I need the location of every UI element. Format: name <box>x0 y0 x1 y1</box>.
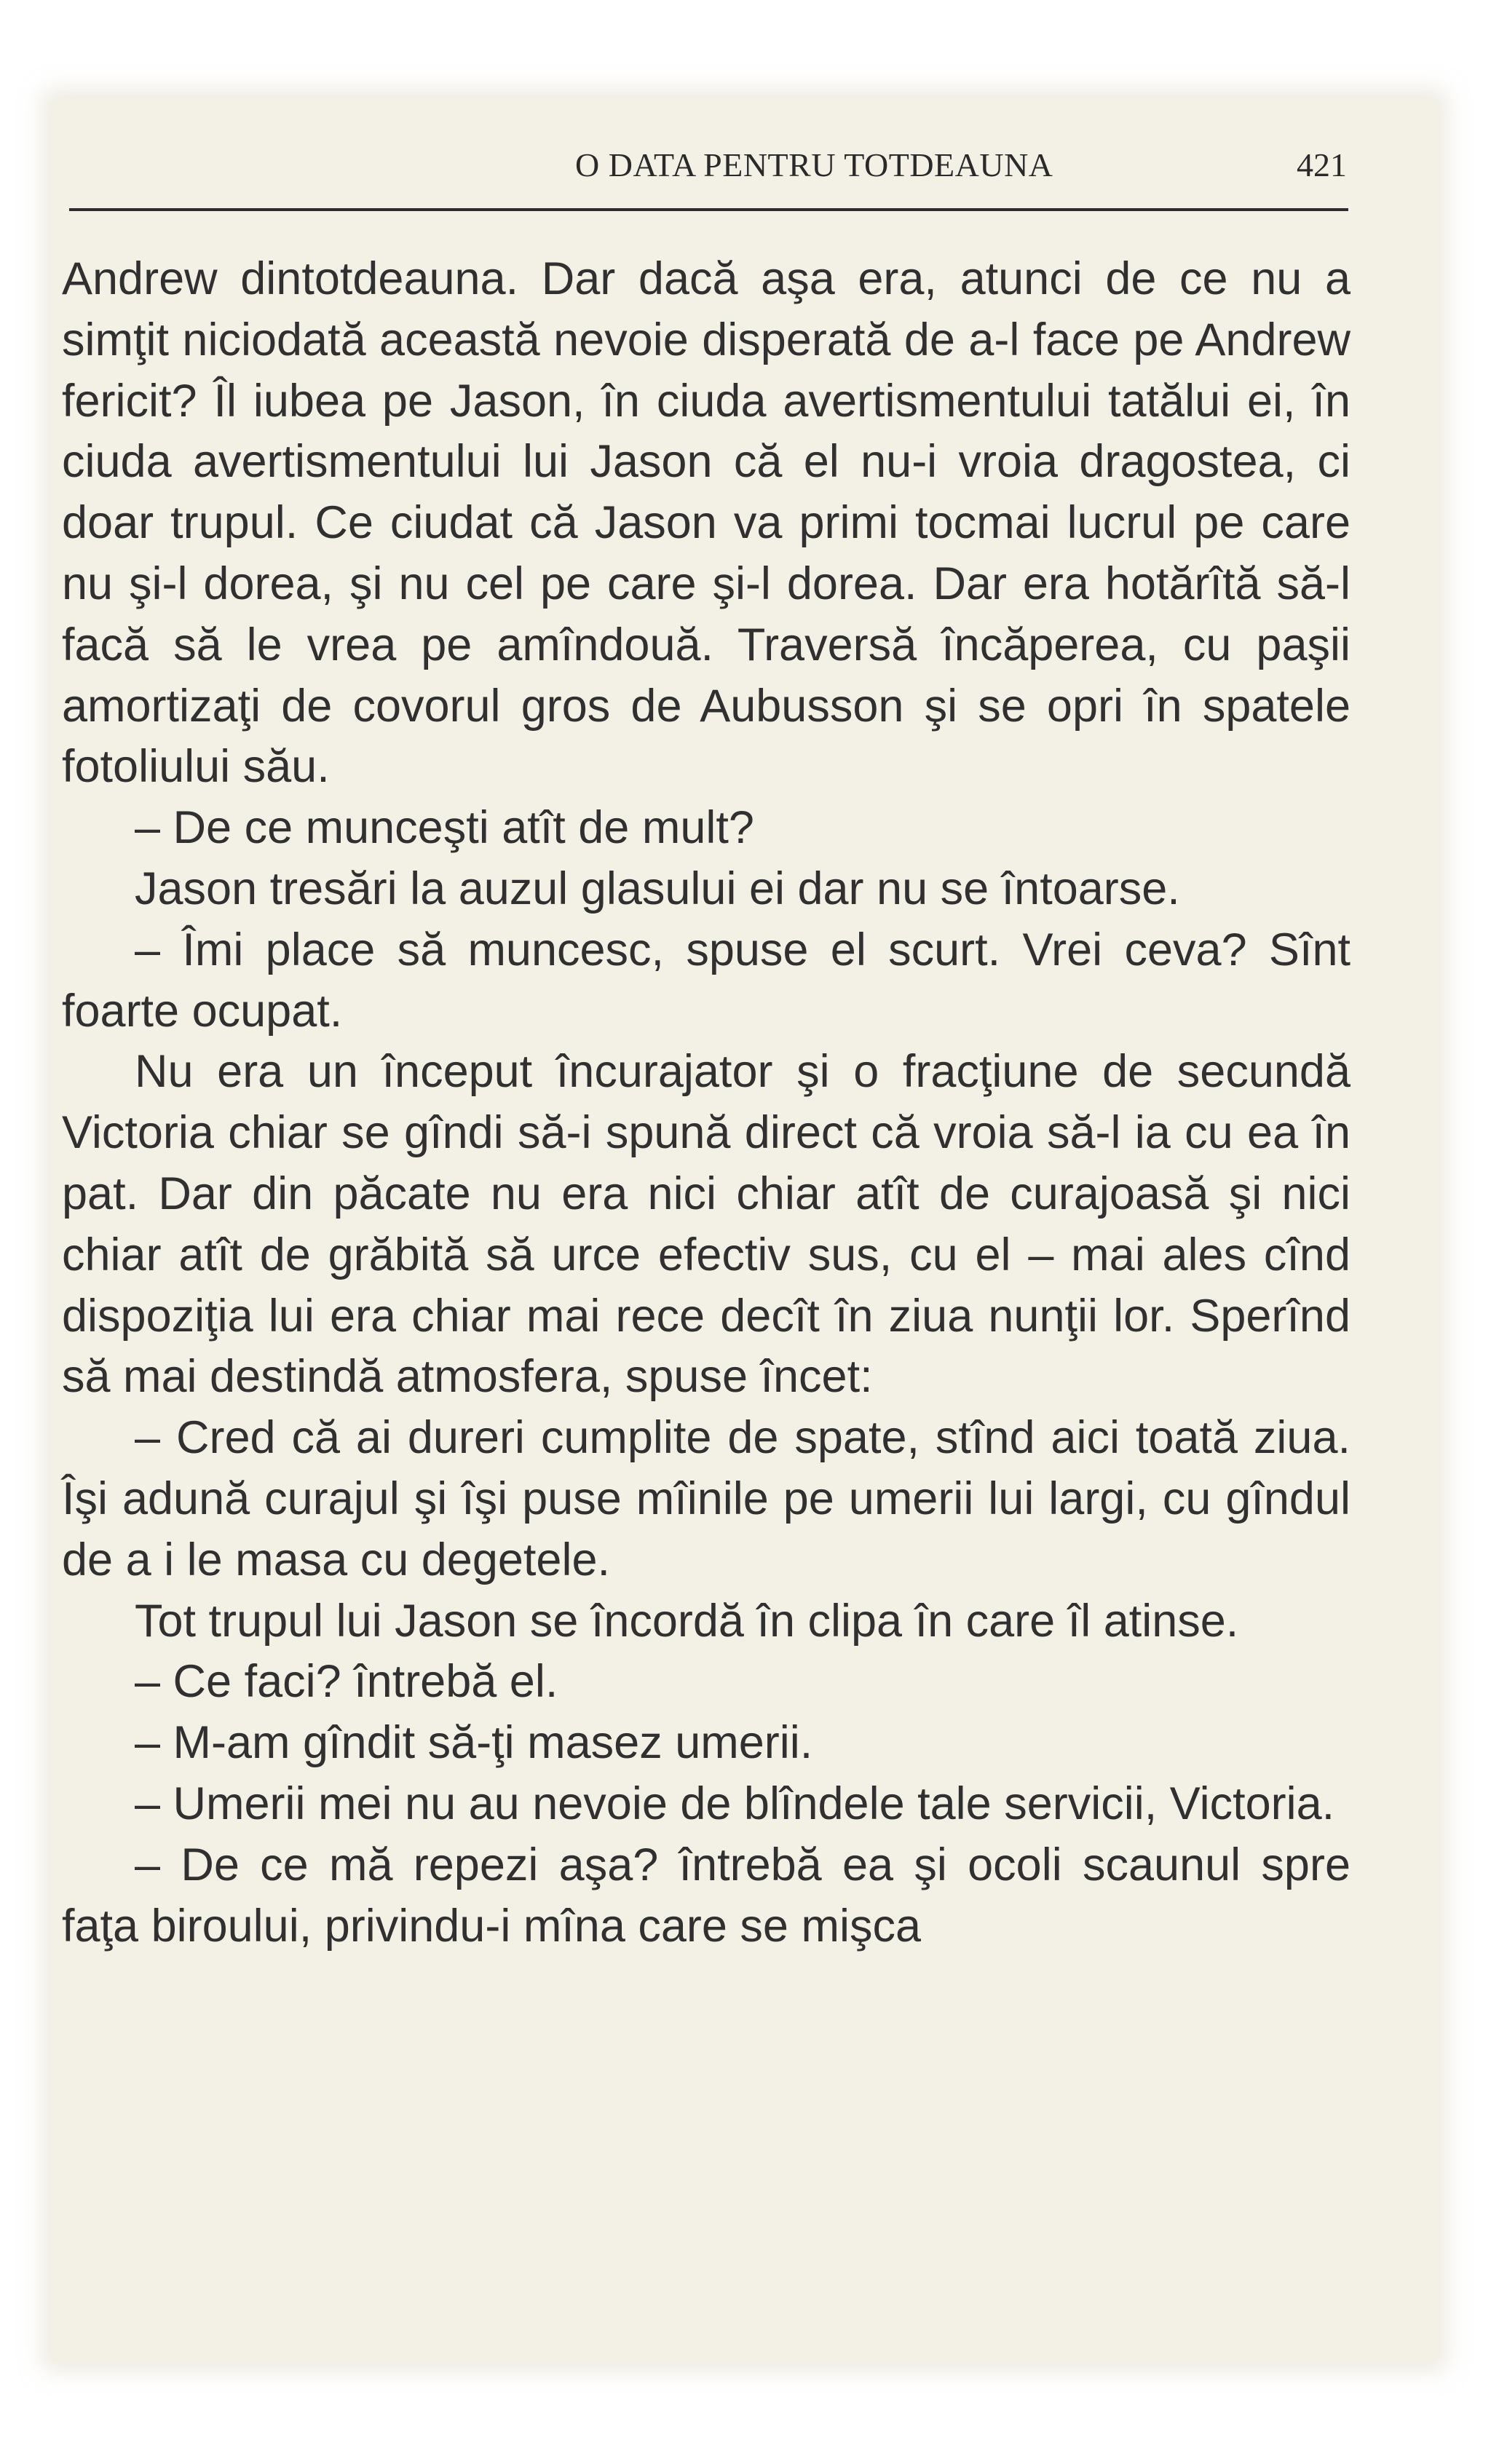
header-rule <box>69 208 1348 211</box>
dialogue-line: – Umerii mei nu au nevoie de blîndele tale servicii, Victoria. <box>135 1778 1335 1829</box>
dialogue-line: – Îmi place să muncesc, spuse el scurt. Vrei ceva? Sînt foarte ocupat. <box>62 924 1350 1037</box>
paragraph: Andrew dintotdeauna. Dar dacă aşa era, atunci de ce nu a simţit niciodată această nevoie disperată de a-l face pe Andrew fericit? Îl iubea pe Jason, în ciuda avertismentului tatălui ei, în ciuda avertismentului lui Jason că el nu-i vroia dragostea, ci doar trupul. Ce ciudat că Jason va primi tocmai lucrul pe care nu şi-l dorea, şi nu cel pe care şi-l dorea. Dar era hotărîtă să-l facă să le vrea pe amîndouă. Traversă încăperea, cu paşii amortizaţi de covorul gros de Aubusson şi se opri în spatele fotoliului său. <box>62 253 1350 793</box>
paragraph: Tot trupul lui Jason se încordă în clipa în care îl atinse. <box>135 1595 1239 1647</box>
dialogue-line: – De ce mă repezi aşa? întrebă ea şi ocoli scaunul spre faţa biroului, privindu-i mîna care se mişca <box>62 1839 1350 1952</box>
paragraph: Jason tresări la auzul glasului ei dar nu se întoarse. <box>135 863 1180 914</box>
running-header <box>575 146 1347 189</box>
paragraph: Nu era un început încurajator şi o fracţiune de secundă Victoria chiar se gîndi să-i spună direct că vroia să-l ia cu ea în pat. Dar din păcate nu era nici chiar atît de curajoasă şi nici chiar atît de grăbită să urce efectiv sus, cu el – mai ales cînd dispoziţia lui era chiar mai rece decît în ziua nunţii lor. Sperînd să mai destindă atmosfera, spuse încet: <box>62 1046 1350 1403</box>
dialogue-line: – De ce munceşti atît de mult? <box>135 802 754 854</box>
dialogue-line: – Ce faci? întrebă el. <box>135 1656 558 1708</box>
body-text <box>62 249 1350 1957</box>
dialogue-line: – M-am gîndit să-ţi masez umerii. <box>135 1717 813 1769</box>
page-number: 421 <box>1297 146 1347 183</box>
running-title: O DATA PENTRU TOTDEAUNA <box>575 146 1053 183</box>
dialogue-line: – Cred că ai dureri cumplite de spate, stînd aici toată ziua. Îşi adună curajul şi îşi puse mîinile pe umerii lui largi, cu gîndul de a i le masa cu degetele. <box>62 1412 1350 1585</box>
